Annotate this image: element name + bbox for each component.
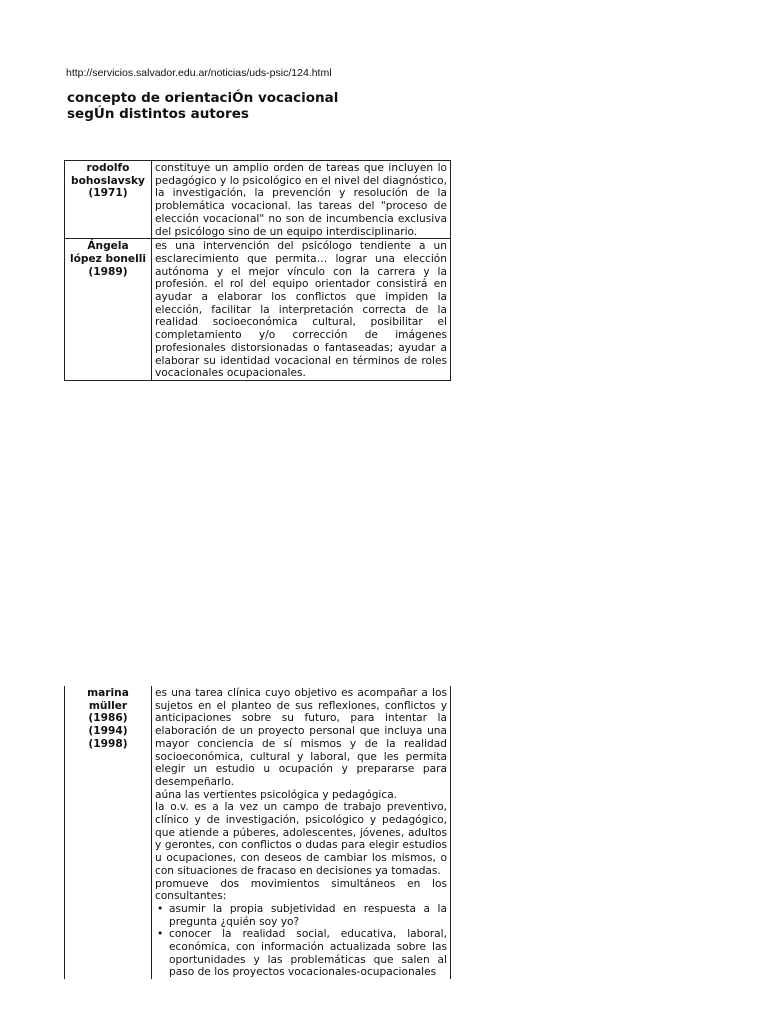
definition-text: es una intervención del psicólogo tendiente a un esclarecimiento que permita… lograr una elección autónoma y el mejor vínculo con la carrera y la profesión. el rol del equipo orientador consistirá en ayudar a elaborar los conflictos que impiden la elección, facilitar la interpretación correcta de la realidad socioeconómica cultural, posibilitar el completamiento y/o corrección de imágenes profesionales distorsionadas o fantaseadas; ayudar a elaborar su identidad vocacional en términos de roles vocacionales ocupacionales.	[155, 240, 447, 380]
definition-paragraph: aúna las vertientes psicológica y pedagógica.	[155, 788, 398, 801]
author-year: (1971)	[88, 187, 128, 200]
table-row	[65, 686, 451, 979]
table-row	[65, 161, 451, 239]
definition-cell	[152, 239, 451, 381]
definition-paragraph: la o.v. es a la vez un campo de trabajo preventivo, clínico y de investigación, psicológico y pedagógico, que atiende a púberes, adolescentes, jóvenes, adultos y gerontes, con conflictos o dudas para elegir estudios u ocupaciones, con deseos de cambiar los mismos, o con situaciones de fracaso en decisiones ya tomadas.	[155, 801, 447, 877]
author-name: marina	[87, 687, 129, 699]
title-line-2: segÚn distintos autores	[67, 106, 249, 122]
definition-text: constituye un amplio orden de tareas que incluyen lo pedagógico y lo psicológico en el nivel del diagnóstico, la investigación, la prevención y resolución de la problemática vocacional. las tareas del "proceso de elección vocacional" no son de incumbencia exclusiva del psicólogo sino de un equipo interdisciplinario.	[155, 162, 447, 238]
author-year: (1998)	[88, 737, 128, 750]
list-item: • asumir la propia subjetividad en respuesta a la pregunta ¿quién soy yo?	[169, 903, 447, 928]
list-item: • conocer la realidad social, educativa, laboral, económica, con información actualizada sobre las oportunidades y las problemáticas que salen al paso de los proyectos vocacionales-ocupacionales	[169, 928, 447, 979]
author-name: rodolfo	[86, 162, 130, 174]
author-year: (1986)	[88, 712, 128, 725]
bullet-list	[155, 903, 447, 979]
table-row	[65, 239, 451, 381]
source-url[interactable]: http://servicios.salvador.edu.ar/noticias/uds-psic/124.html	[66, 67, 332, 79]
author-year: (1994)	[88, 725, 128, 738]
author-name: bohoslavsky	[71, 174, 145, 187]
definition-cell	[152, 161, 451, 239]
author-cell	[65, 239, 152, 381]
definition-paragraph: es una tarea clínica cuyo objetivo es acompañar a los sujetos en el planteo de sus reflexiones, conflictos y anticipaciones sobre su futuro, para intentar la elaboración de un proyecto personal que incluya una mayor conciencia de sí mismos y de la realidad socioeconómica, cultural y laboral, que les permita elegir un estudio u ocupación y prepararse para desempeñarlo.	[155, 687, 447, 788]
definition-cell	[152, 686, 451, 979]
page-title	[67, 90, 338, 122]
author-name: müller	[88, 699, 128, 712]
authors-table-continued	[64, 686, 451, 979]
definition-paragraph: promueve dos movimientos simultáneos en los consultantes:	[155, 877, 447, 903]
authors-table	[64, 160, 451, 381]
author-name: Ángela	[87, 240, 129, 253]
author-year: (1989)	[88, 265, 128, 278]
title-line-1: concepto de orientaciÓn vocacional	[67, 90, 339, 106]
author-cell	[65, 161, 152, 239]
author-cell	[65, 686, 152, 979]
author-name: lópez bonelli	[69, 252, 146, 265]
